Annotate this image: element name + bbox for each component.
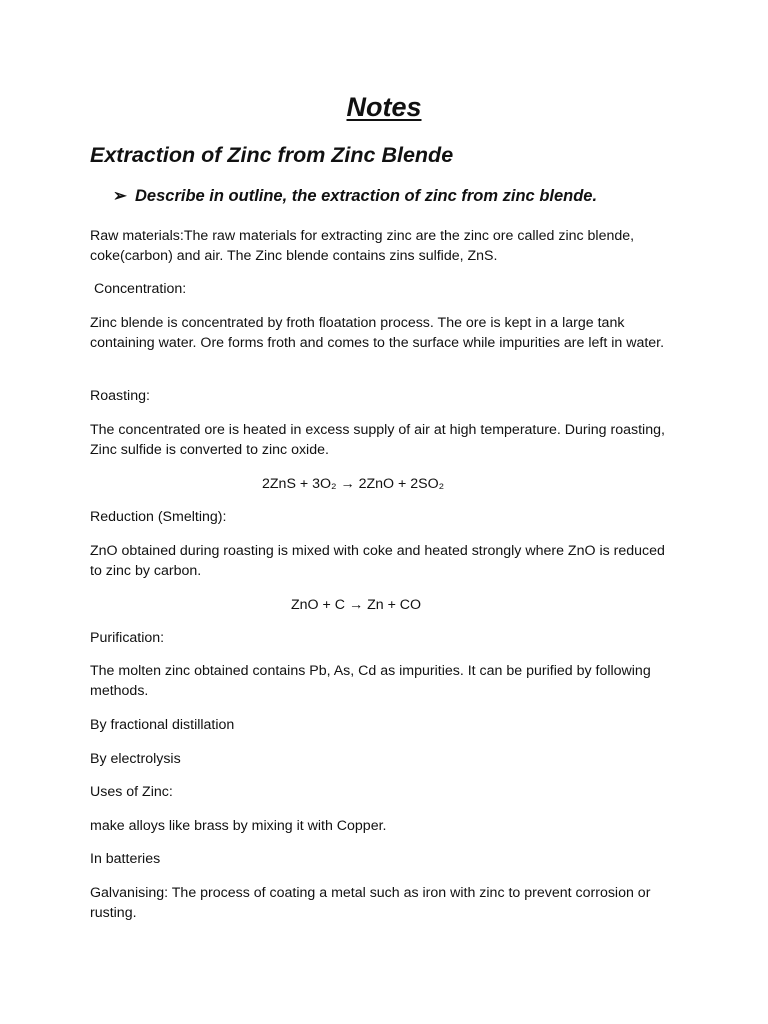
section-heading: Extraction of Zinc from Zinc Blende [90,143,454,167]
reduction-label: Reduction (Smelting): [90,509,227,525]
raw-materials-paragraph: Raw materials:The raw materials for extracting zinc are the zinc ore called zinc blende, coke(carbon) and air. The Zinc blende contains zins sulfide, ZnS. [90,228,635,264]
uses-label: Uses of Zinc: [90,784,173,800]
reduction-paragraph: ZnO obtained during roasting is mixed with coke and heated strongly where ZnO is reduced to zinc by carbon. [90,543,665,579]
question-text: Describe in outline, the extraction of zinc from zinc blende. [135,187,598,205]
roasting-label: Roasting: [90,388,150,404]
concentration-label: Concentration: [90,281,187,297]
arrow-bullet-icon: ➢ [113,187,127,205]
method-fractional-distillation: By fractional distillation [90,717,235,733]
use-alloys: make alloys like brass by mixing it with Copper. [90,818,387,834]
use-batteries: In batteries [90,851,161,867]
page-title: Notes [346,92,422,122]
purification-label: Purification: [90,630,165,646]
roasting-paragraph: The concentrated ore is heated in excess supply of air at high temperature. During roasting, Zinc sulfide is converted to zinc oxide. [90,422,665,458]
question-bullet [113,186,597,206]
roasting-equation: 2ZnS + 3O₂ → 2ZnO + 2SO₂ [262,476,445,492]
purification-paragraph: The molten zinc obtained contains Pb, As, Cd as impurities. It can be purified by following methods. [90,663,651,699]
concentration-paragraph: Zinc blende is concentrated by froth floatation process. The ore is kept in a large tank containing water. Ore forms froth and comes to the surface while impurities are left in water. [90,315,665,351]
use-galvanising: Galvanising: The process of coating a metal such as iron with zinc to prevent corrosion or rusting. [90,885,651,921]
reduction-equation: ZnO + C → Zn + CO [291,597,422,613]
method-electrolysis: By electrolysis [90,751,181,767]
